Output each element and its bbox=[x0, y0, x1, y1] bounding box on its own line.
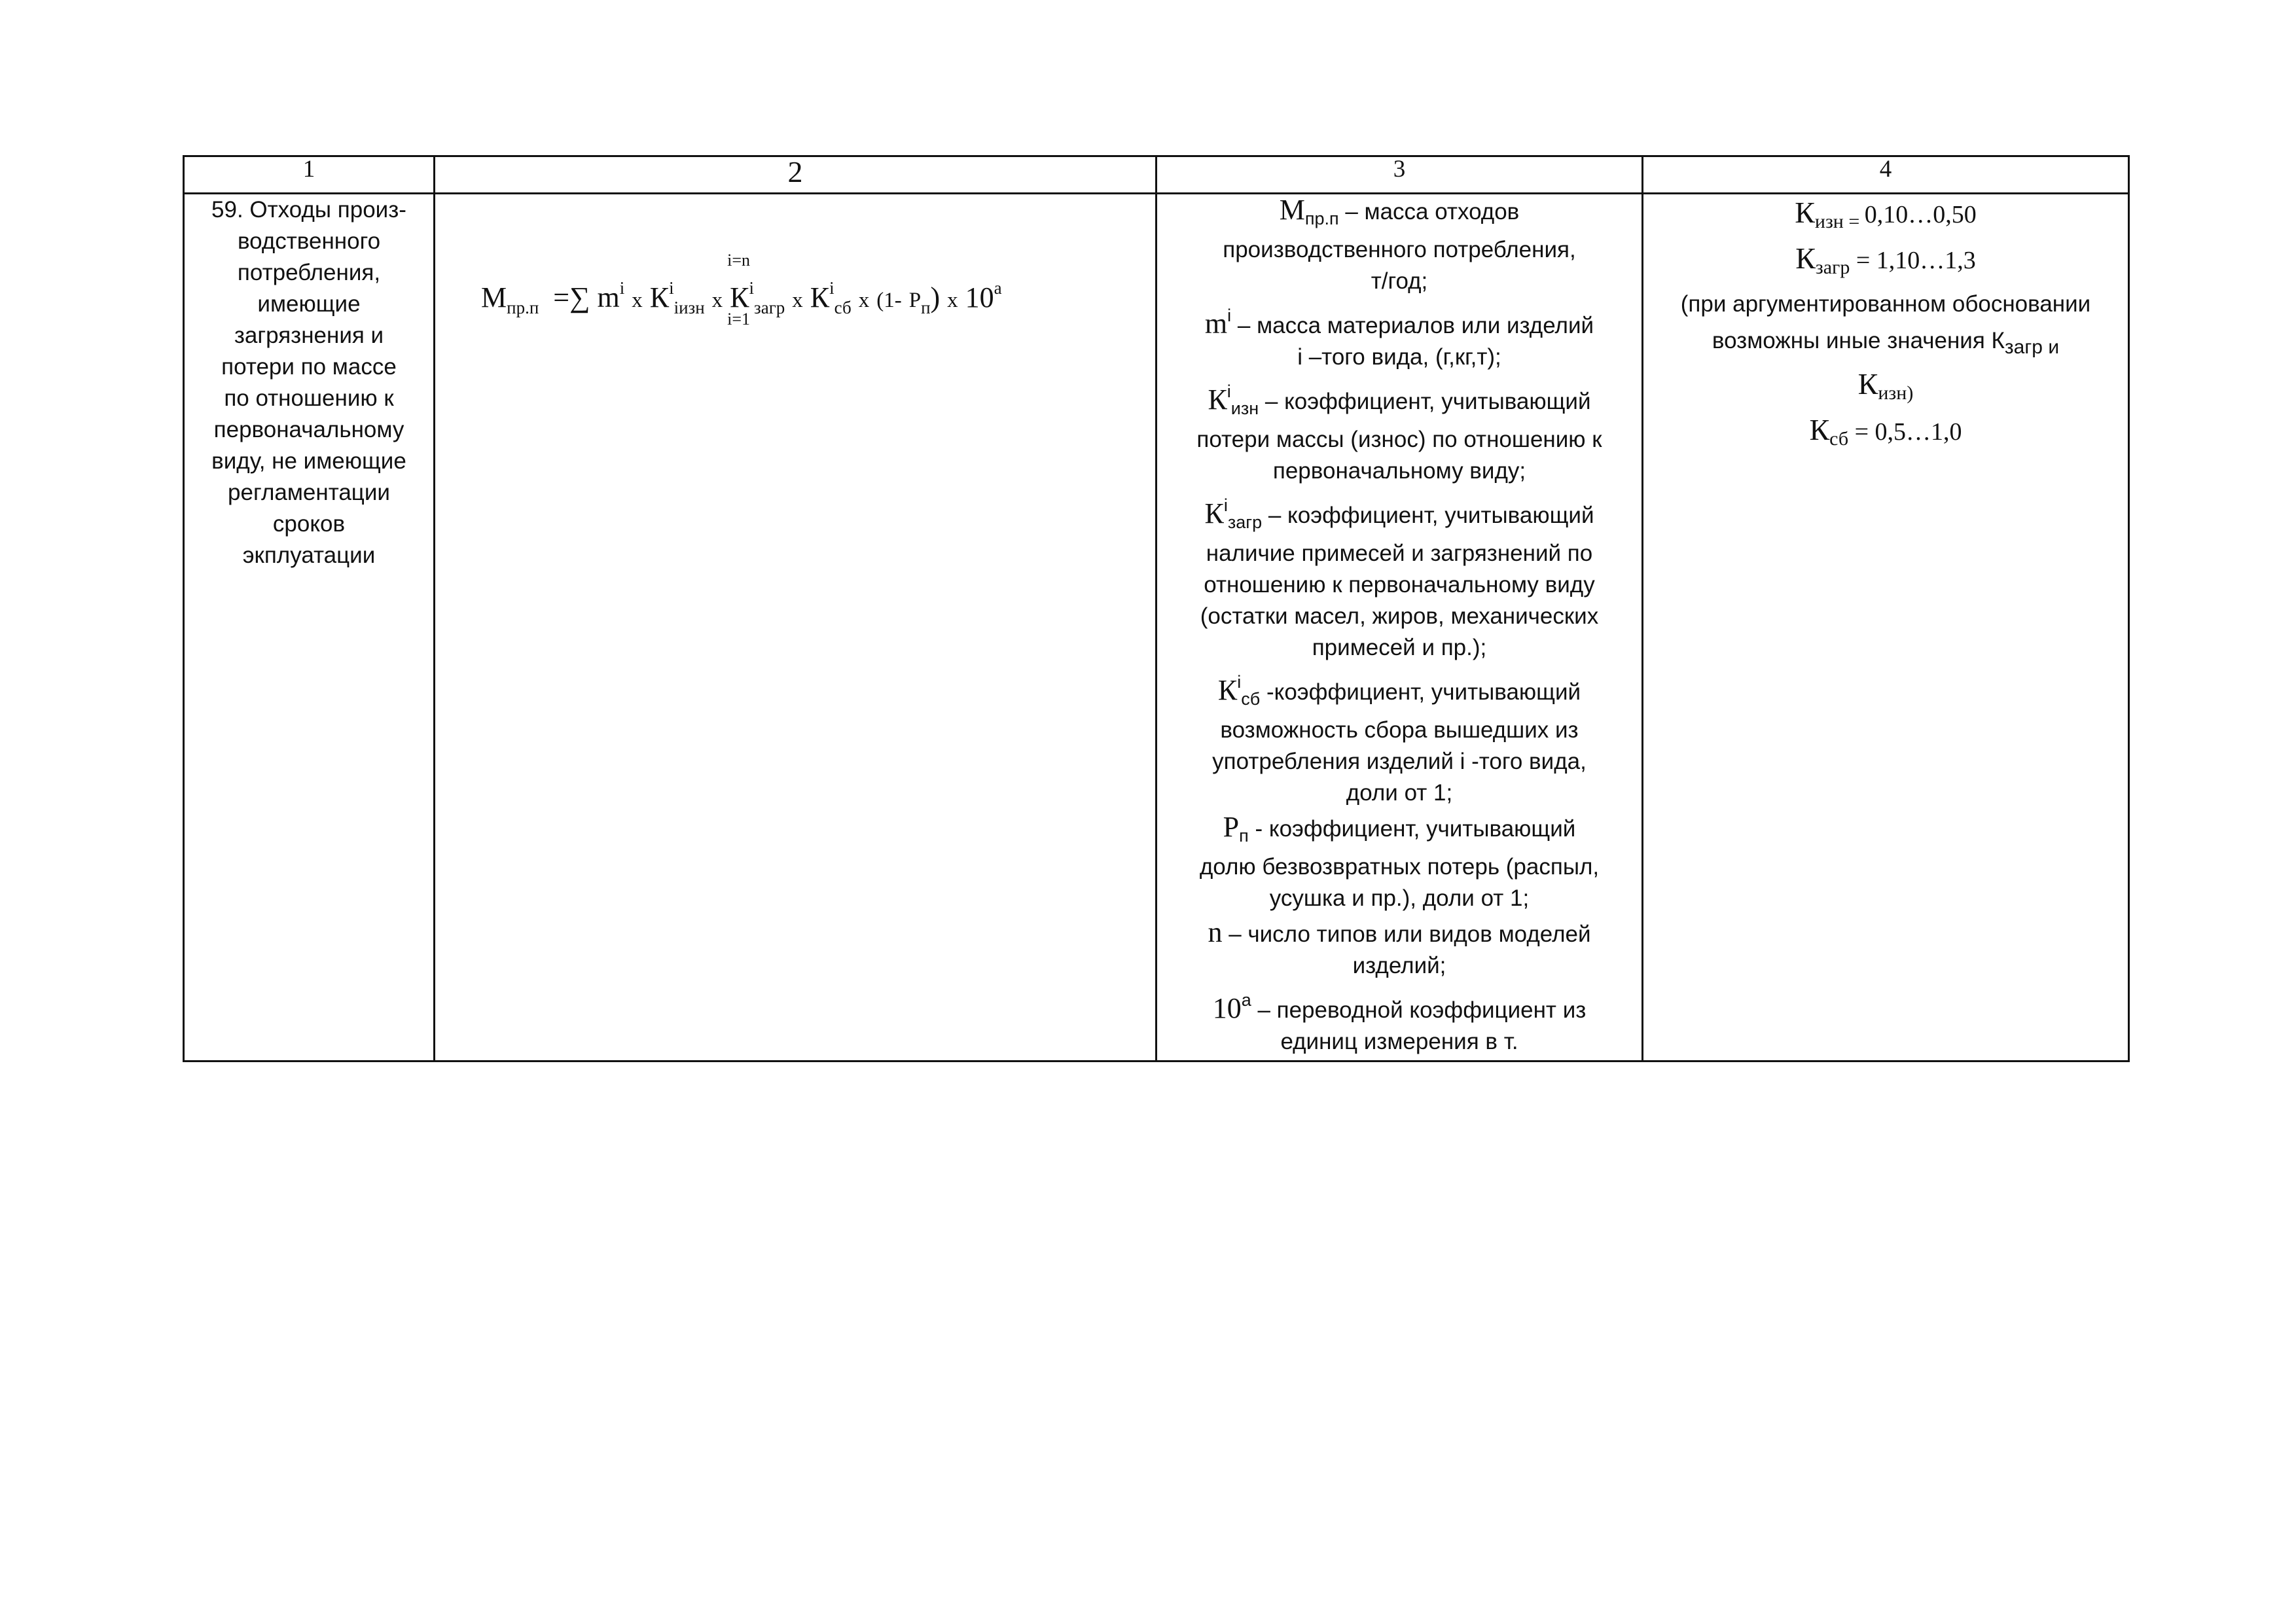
sum-lower-limit: i=1 bbox=[727, 310, 751, 329]
definition-m-prp bbox=[1157, 194, 1641, 297]
definition-text: i –того вида, (г,кг,т); bbox=[1297, 344, 1501, 370]
header-cell-2: 2 bbox=[435, 156, 1157, 194]
definition-k-izn bbox=[1157, 376, 1641, 487]
definition-superscript: i bbox=[1237, 672, 1242, 692]
definitions-cell bbox=[1157, 194, 1643, 1061]
definition-text: (остатки масел, жиров, механических bbox=[1200, 603, 1599, 629]
definition-text: возможность сбора вышедших из bbox=[1220, 717, 1579, 743]
description-line: по отношению к bbox=[224, 385, 394, 411]
definition-text: – число типов или видов моделей bbox=[1222, 921, 1591, 947]
formula-symbol: К bbox=[730, 281, 749, 313]
waste-description-cell bbox=[184, 194, 435, 1061]
description-line: потери по массе bbox=[221, 354, 397, 380]
header-cell-4: 4 bbox=[1643, 156, 2129, 194]
coefficient-symbol: К bbox=[1795, 241, 1816, 275]
definition-text: долю безвозвратных потерь (распыл, bbox=[1199, 854, 1600, 880]
description-line: первоначальному bbox=[213, 417, 404, 442]
definition-text: – коэффициент, учитывающий bbox=[1259, 389, 1591, 414]
definition-m-i bbox=[1157, 300, 1641, 373]
formula-cell bbox=[435, 194, 1157, 1061]
coefficient-k-sb bbox=[1643, 412, 2128, 457]
formula-symbol: К bbox=[810, 281, 830, 313]
coefficient-subscript: изн = bbox=[1814, 211, 1865, 232]
description-line: загрязнения и bbox=[234, 323, 384, 348]
header-row bbox=[184, 156, 2129, 194]
description-line: водственного bbox=[237, 228, 381, 254]
definition-k-zagr bbox=[1157, 490, 1641, 664]
definition-superscript: i bbox=[1227, 382, 1231, 401]
header-cell-1: 1 bbox=[184, 156, 435, 194]
definition-subscript: загр bbox=[1227, 512, 1263, 532]
formula-times: x bbox=[858, 289, 870, 312]
description-line: экплуатации bbox=[242, 543, 376, 568]
formula-times: x bbox=[792, 289, 803, 312]
description-line: регламентации bbox=[228, 480, 390, 505]
formula-superscript: i bbox=[619, 278, 625, 298]
definition-text: примесей и пр.); bbox=[1312, 635, 1487, 660]
table-row bbox=[184, 194, 2129, 1061]
coefficient-note bbox=[1643, 366, 2128, 412]
header-cell-3: 3 bbox=[1157, 156, 1643, 194]
formula-times: x bbox=[947, 289, 958, 312]
definition-text: первоначальному виду; bbox=[1272, 458, 1526, 484]
definition-p-p bbox=[1157, 812, 1641, 914]
formula-sum-sign: =∑ bbox=[553, 281, 590, 313]
formula-subscript: п bbox=[921, 298, 931, 317]
formula-subscript: пр.п bbox=[507, 298, 539, 317]
coefficient-value: = 0,5…1,0 bbox=[1848, 418, 1962, 446]
definition-text: - коэффициент, учитывающий bbox=[1248, 816, 1576, 842]
coefficient-subscript: загр bbox=[1815, 257, 1850, 278]
coefficient-note-text: возможны иные значения К bbox=[1712, 328, 2005, 353]
definition-n bbox=[1157, 917, 1641, 982]
formula-times: x bbox=[711, 289, 723, 312]
data-table bbox=[183, 155, 2130, 1062]
definition-text: употребления изделий i -того вида, bbox=[1212, 749, 1587, 774]
definition-symbol: М bbox=[1279, 194, 1305, 226]
definition-symbol: К bbox=[1204, 497, 1224, 529]
formula-paren-open: (1- bbox=[876, 289, 902, 312]
formula-subscript: сб bbox=[834, 298, 852, 317]
formula-paren-close: ) bbox=[930, 281, 941, 313]
sum-limits bbox=[727, 251, 751, 329]
definition-text: – масса материалов или изделий bbox=[1231, 313, 1594, 338]
coefficient-k-zagr bbox=[1643, 240, 2128, 286]
formula-symbol: М bbox=[481, 281, 507, 313]
coefficient-symbol: К bbox=[1809, 413, 1830, 446]
formula-subscript: загр bbox=[754, 298, 785, 317]
formula-superscript: а bbox=[994, 278, 1002, 298]
definition-superscript: i bbox=[1227, 306, 1232, 325]
sum-upper-limit: i=n bbox=[727, 251, 751, 270]
definition-text: доли от 1; bbox=[1346, 780, 1453, 806]
description-line: виду, не имеющие bbox=[211, 448, 406, 474]
formula-symbol: К bbox=[649, 281, 670, 313]
description-line: сроков bbox=[272, 511, 346, 537]
coefficient-subscript: загр и bbox=[2004, 336, 2060, 358]
definition-symbol: m bbox=[1204, 308, 1228, 340]
coefficient-subscript: изн) bbox=[1878, 382, 1914, 404]
coefficient-value: = 1,10…1,3 bbox=[1850, 247, 1976, 274]
coefficient-note bbox=[1643, 323, 2128, 366]
formula-times: x bbox=[632, 289, 643, 312]
definition-subscript: пр.п bbox=[1304, 209, 1339, 228]
definition-symbol: К bbox=[1217, 674, 1238, 706]
definition-symbol: n bbox=[1208, 916, 1223, 948]
definition-text: -коэффициент, учитывающий bbox=[1260, 679, 1581, 705]
coefficient-subscript: сб bbox=[1829, 428, 1849, 450]
definition-text: изделий; bbox=[1352, 953, 1446, 978]
definition-text: отношению к первоначальному виду bbox=[1204, 572, 1595, 597]
definition-superscript: i bbox=[1223, 495, 1228, 515]
definition-k-sb bbox=[1157, 666, 1641, 809]
definition-10a bbox=[1157, 984, 1641, 1058]
coefficient-value: 0,10…0,50 bbox=[1864, 201, 1977, 228]
definition-subscript: сб bbox=[1241, 689, 1261, 709]
formula-symbol: 10 bbox=[965, 281, 994, 313]
definition-text: производственного потребления, bbox=[1223, 237, 1576, 262]
coefficient-symbol: К bbox=[1795, 196, 1815, 229]
formula-superscript: i bbox=[669, 278, 674, 298]
description-line: имеющие bbox=[257, 291, 361, 317]
definition-text: наличие примесей и загрязнений по bbox=[1206, 541, 1593, 566]
coefficient-symbol: К bbox=[1857, 367, 1878, 401]
definition-subscript: изн bbox=[1230, 399, 1259, 418]
coefficient-k-izn bbox=[1643, 194, 2128, 240]
formula-superscript: i bbox=[829, 278, 834, 298]
description-line: потребления, bbox=[237, 260, 381, 285]
definition-text: – переводной коэффициент из bbox=[1251, 997, 1587, 1023]
definition-symbol: К bbox=[1208, 383, 1227, 416]
definition-text: – коэффициент, учитывающий bbox=[1262, 503, 1594, 528]
formula-subscript: iизн bbox=[673, 298, 705, 317]
definition-symbol: Р bbox=[1223, 811, 1240, 843]
formula-superscript: i bbox=[749, 278, 755, 298]
description-line: 59. Отходы произ- bbox=[211, 197, 406, 223]
definition-text: потери массы (износ) по отношению к bbox=[1196, 427, 1602, 452]
definition-text: – масса отходов bbox=[1338, 199, 1520, 224]
coefficient-values-cell bbox=[1643, 194, 2129, 1061]
mass-formula bbox=[481, 251, 1155, 329]
definition-text: усушка и пр.), доли от 1; bbox=[1269, 885, 1530, 911]
coefficient-note: (при аргументированном обосновании bbox=[1680, 291, 2091, 317]
formula-symbol: m bbox=[597, 281, 620, 313]
definition-text: единиц измерения в т. bbox=[1280, 1029, 1518, 1054]
definition-symbol: 10 bbox=[1212, 992, 1242, 1024]
definition-text: т/год; bbox=[1371, 268, 1428, 294]
definition-superscript: а bbox=[1241, 990, 1251, 1010]
formula-symbol: Р bbox=[908, 289, 922, 312]
definition-subscript: п bbox=[1239, 826, 1249, 846]
